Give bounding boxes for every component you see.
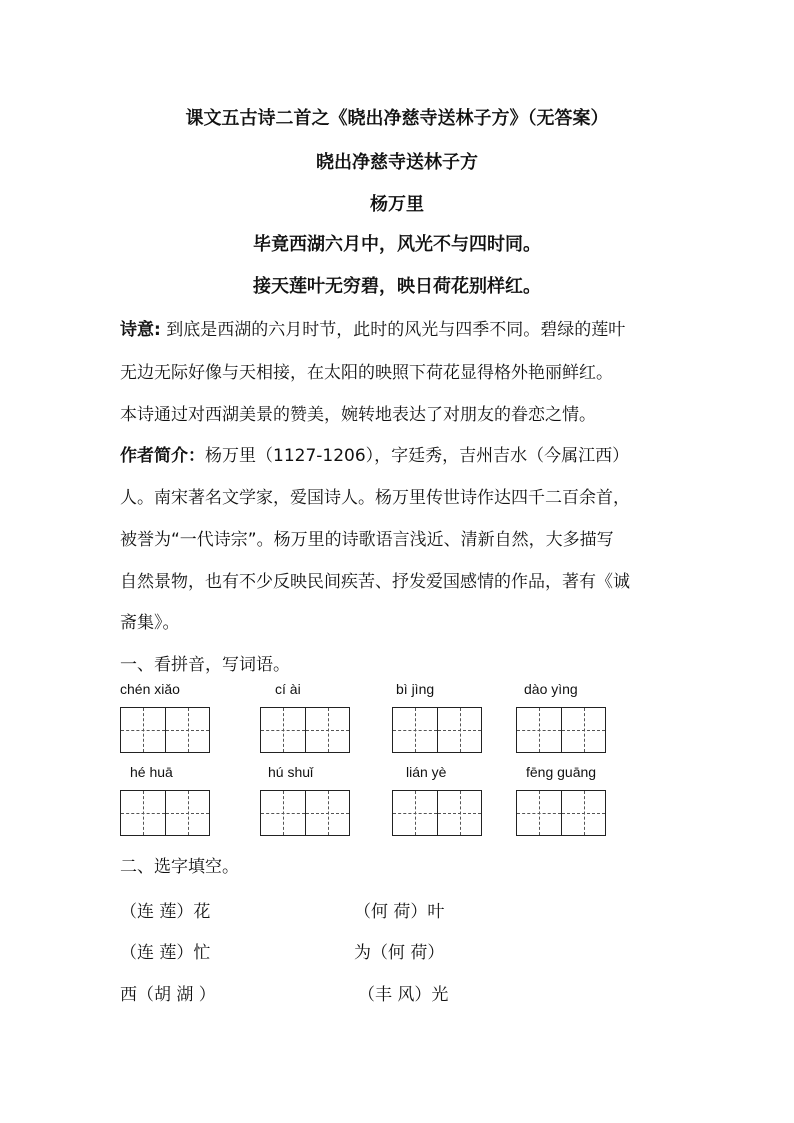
writing-cell[interactable] — [393, 791, 437, 835]
writing-cell[interactable] — [305, 791, 349, 835]
meaning-line-1 — [120, 315, 680, 340]
writing-grid[interactable] — [120, 790, 210, 836]
writing-cell[interactable] — [561, 708, 605, 752]
pinyin-label: lián yè — [406, 764, 447, 780]
meaning-text-1: 到底是西湖的六月时节，此时的风光与四季不同。碧绿的莲叶 — [160, 320, 626, 340]
fill-item: （何 荷）叶 — [354, 902, 445, 922]
poem-line-2: 接天莲叶无穷碧，映日荷花别样红。 — [253, 276, 541, 297]
writing-cell[interactable] — [393, 708, 437, 752]
writing-cell[interactable] — [305, 708, 349, 752]
fill-item: （连 莲）花 — [120, 902, 211, 922]
writing-cell[interactable] — [261, 708, 305, 752]
bio-label: 作者简介： — [120, 446, 205, 466]
bio-line-5: 斋集》。 — [120, 613, 180, 633]
bio-line-2: 人。南宋著名文学家，爱国诗人。杨万里传世诗作达四千二百余首， — [120, 488, 630, 508]
writing-cell[interactable] — [437, 791, 481, 835]
fill-item: （连 莲）忙 — [120, 943, 211, 963]
bio-line-4: 自然景物，也有不少反映民间疾苦、抒发爱国感情的作品，著有《诚 — [120, 572, 630, 592]
writing-cell[interactable] — [121, 708, 165, 752]
meaning-line-2: 无边无际好像与天相接，在太阳的映照下荷花显得格外艳丽鲜红。 — [120, 363, 613, 383]
section2-heading: 二、选字填空。 — [120, 857, 239, 877]
poem-line-1: 毕竟西湖六月中，风光不与四时同。 — [253, 234, 541, 255]
fill-item: 为（何 荷） — [354, 943, 445, 963]
writing-cell[interactable] — [165, 708, 209, 752]
meaning-line-3: 本诗通过对西湖美景的赞美，婉转地表达了对朋友的眷恋之情。 — [120, 405, 596, 425]
writing-cell[interactable] — [261, 791, 305, 835]
poem-author: 杨万里 — [370, 194, 424, 215]
writing-cell[interactable] — [517, 708, 561, 752]
bio-text-1: 杨万里（1127-1206），字廷秀，吉州吉水（今属江西） — [205, 446, 630, 466]
page-title: 课文五古诗二首之《晓出净慈寺送林子方》（无答案） — [185, 108, 609, 129]
writing-cell[interactable] — [165, 791, 209, 835]
writing-grid[interactable] — [392, 790, 482, 836]
writing-grid[interactable] — [260, 790, 350, 836]
writing-grid[interactable] — [516, 707, 606, 753]
pinyin-label: dào yìng — [524, 681, 578, 697]
bio-line-3: 被誉为“一代诗宗”。杨万里的诗歌语言浅近、清新自然，大多描写 — [120, 530, 614, 550]
poem-title: 晓出净慈寺送林子方 — [316, 152, 478, 173]
writing-grid[interactable] — [260, 707, 350, 753]
pinyin-label: bì jìng — [396, 681, 435, 697]
writing-cell[interactable] — [561, 791, 605, 835]
fill-item: （丰 风）光 — [358, 985, 449, 1005]
pinyin-label: hú shuǐ — [268, 764, 314, 780]
writing-grid[interactable] — [516, 790, 606, 836]
pinyin-label: hé huā — [130, 764, 173, 780]
writing-cell[interactable] — [437, 708, 481, 752]
pinyin-label: chén xiǎo — [120, 681, 180, 697]
writing-grid[interactable] — [392, 707, 482, 753]
writing-grid[interactable] — [120, 707, 210, 753]
writing-cell[interactable] — [121, 791, 165, 835]
pinyin-label: cí ài — [275, 681, 301, 697]
writing-cell[interactable] — [517, 791, 561, 835]
fill-item: 西（胡 湖 ） — [120, 985, 216, 1005]
meaning-label: 诗意: — [120, 320, 161, 340]
bio-line-1 — [120, 441, 680, 466]
pinyin-label: fēng guāng — [526, 764, 597, 780]
section1-heading: 一、看拼音，写词语。 — [120, 655, 290, 675]
